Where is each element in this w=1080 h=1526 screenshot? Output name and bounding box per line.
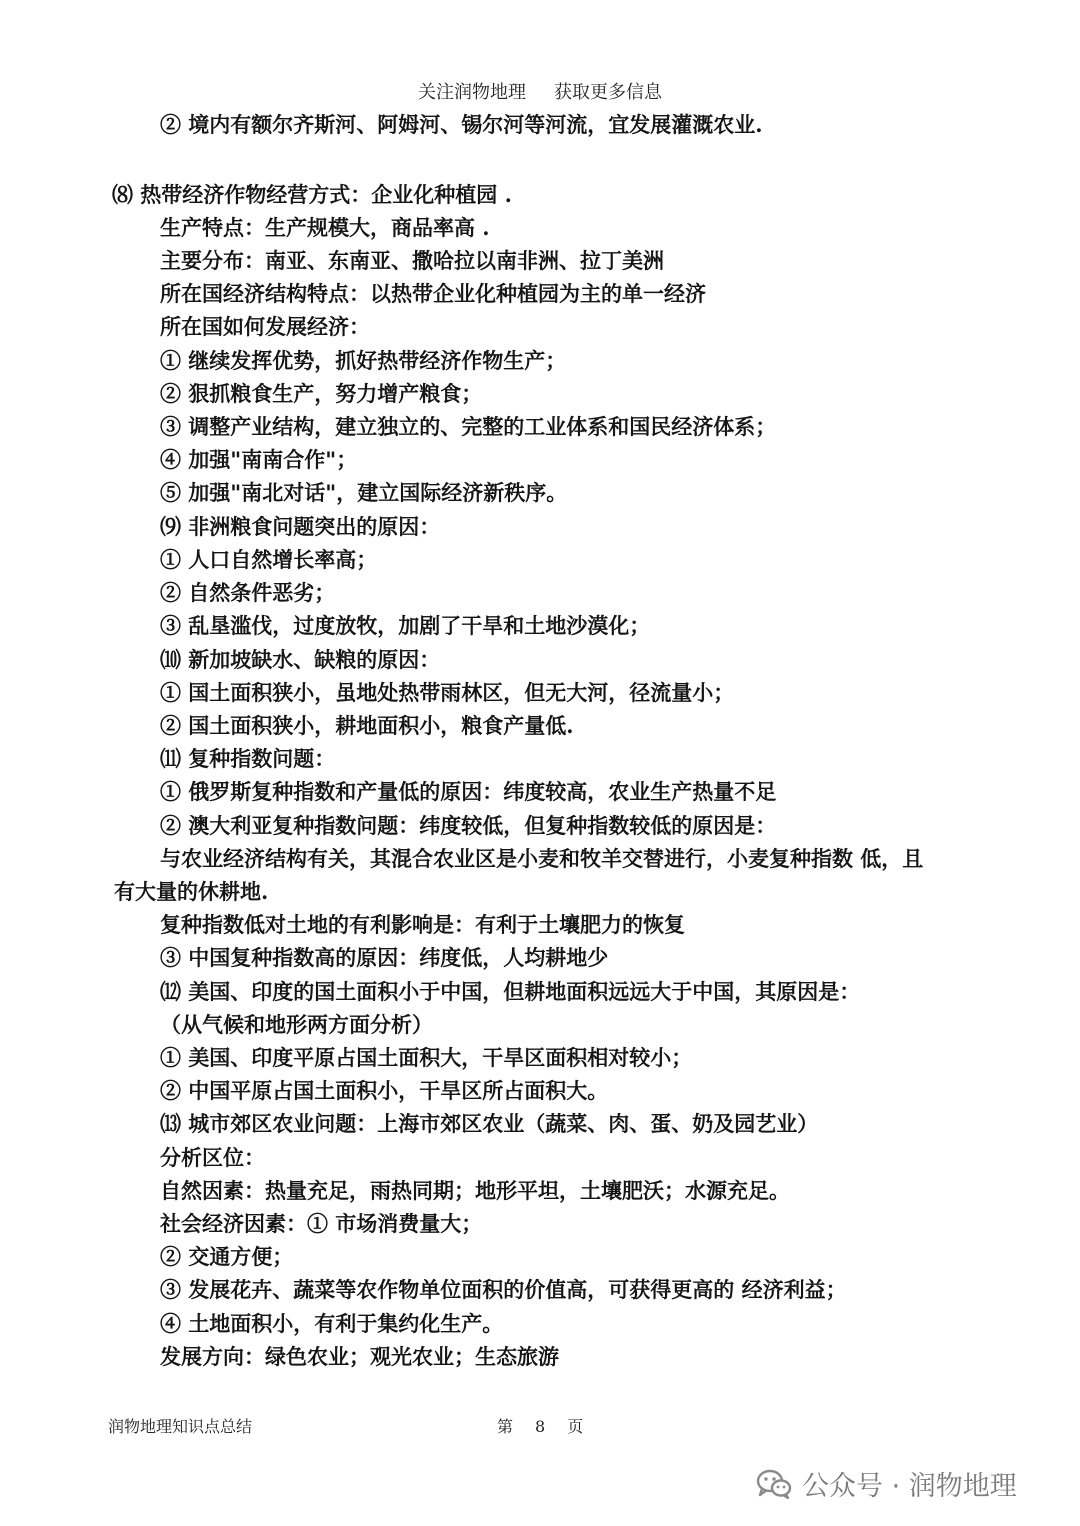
text-line: 社会经济因素：① 市场消费量大；: [160, 1211, 483, 1236]
text-line: （从气候和地形两方面分析）: [160, 1012, 433, 1037]
text-line: ③ 发展花卉、蔬菜等农作物单位面积的价值高，可获得更高的 经济利益；: [160, 1277, 847, 1302]
page-header: [0, 78, 1080, 104]
text-line: ⑤ 加强"南北对话"，建立国际经济新秩序。: [160, 480, 568, 505]
text-line: ③ 中国复种指数高的原因：纬度低，人均耕地少: [160, 945, 609, 970]
wechat-watermark: [756, 1464, 1017, 1503]
text-line: ① 国土面积狭小，虽地处热带雨林区，但无大河，径流量小；: [160, 680, 735, 705]
text-line: ① 人口自然增长率高；: [160, 547, 378, 572]
text-line: 生产特点：生产规模大，商品率高 .: [160, 215, 490, 240]
page-prefix: 第: [497, 1417, 514, 1436]
text-line: ① 俄罗斯复种指数和产量低的原因：纬度较高，农业生产热量不足: [160, 779, 777, 804]
text-line: ③ 调整产业结构，建立独立的、完整的工业体系和国民经济体系；: [160, 414, 777, 439]
text-line: ② 国土面积狭小，耕地面积小，粮食产量低.: [160, 713, 574, 738]
text-line: ② 狠抓粮食生产，努力增产粮食；: [160, 381, 483, 406]
text-line: 复种指数低对土地的有利影响是：有利于土壤肥力的恢复: [160, 912, 685, 937]
section-heading: ⑾ 复种指数问题：: [160, 746, 336, 771]
text-line: ④ 土地面积小，有利于集约化生产。: [160, 1311, 504, 1336]
page-number-value: 8: [535, 1417, 546, 1436]
wechat-icon: [756, 1469, 792, 1499]
text-line: 所在国如何发展经济：: [160, 314, 370, 339]
text-line: ① 美国、印度平原占国土面积大，干旱区面积相对较小；: [160, 1045, 693, 1070]
text-line: 主要分布：南亚、东南亚、撒哈拉以南非洲、拉丁美洲: [160, 248, 664, 273]
page-suffix: 页: [567, 1417, 584, 1436]
text-line: 分析区位：: [160, 1145, 265, 1170]
text-line: ② 自然条件恶劣；: [160, 580, 336, 605]
text-line: ② 澳大利亚复种指数问题：纬度较低，但复种指数较低的原因是：: [160, 813, 777, 838]
watermark-text: 公众号 · 润物地理: [802, 1471, 1017, 1502]
section-heading: ⑽ 新加坡缺水、缺粮的原因：: [160, 647, 441, 672]
text-line: 与农业经济结构有关，其混合农业区是小麦和牧羊交替进行，小麦复种指数 低，且: [160, 846, 924, 871]
text-line: 所在国经济结构特点：以热带企业化种植园为主的单一经济: [160, 281, 706, 306]
text-line: 有大量的休耕地.: [114, 879, 269, 904]
text-line: ② 境内有额尔齐斯河、阿姆河、锡尔河等河流，宜发展灌溉农业.: [160, 112, 763, 137]
header-left-text: 关注润物地理: [418, 82, 526, 103]
section-heading: ⒀ 城市郊区农业问题：上海市郊区农业（蔬菜、肉、蛋、奶及园艺业）: [160, 1111, 819, 1136]
section-heading: ⑿ 美国、印度的国土面积小于中国，但耕地面积远远大于中国，其原因是：: [160, 979, 861, 1004]
text-line: ③ 乱垦滥伐，过度放牧，加剧了干旱和土地沙漠化；: [160, 613, 651, 638]
text-line: ① 继续发挥优势，抓好热带经济作物生产；: [160, 348, 567, 373]
text-line: 发展方向：绿色农业；观光农业；生态旅游: [160, 1344, 559, 1369]
text-line: ② 交通方便；: [160, 1244, 294, 1269]
section-heading: ⑻ 热带经济作物经营方式：企业化种植园 .: [112, 182, 512, 207]
header-right-text: 获取更多信息: [554, 82, 662, 103]
section-heading: ⑼ 非洲粮食问题突出的原因：: [160, 514, 441, 539]
page-number: [497, 1414, 583, 1437]
footer-title: 润物地理知识点总结: [108, 1417, 253, 1436]
text-line: ④ 加强"南南合作"；: [160, 447, 358, 472]
text-line: ② 中国平原占国土面积小，干旱区所占面积大。: [160, 1078, 609, 1103]
text-line: 自然因素：热量充足，雨热同期；地形平坦，土壤肥沃；水源充足。: [160, 1178, 790, 1203]
